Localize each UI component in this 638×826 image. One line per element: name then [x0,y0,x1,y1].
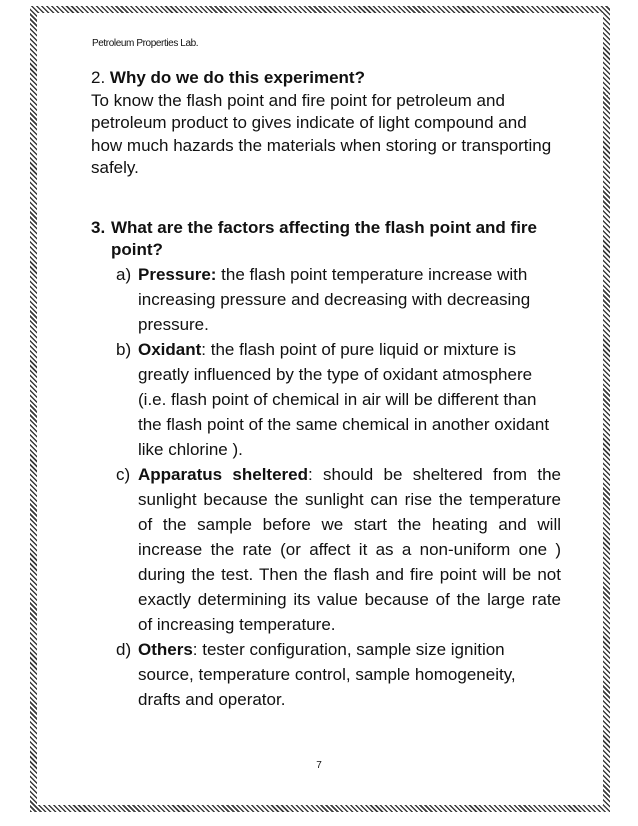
factor-text: : tester configuration, sample size ignition source, temperature control, sample homogeneity, drafts and operator. [138,639,516,709]
question-2-answer: To know the flash point and fire point for petroleum and petroleum product to gives indicate of light compound and how much hazards the materials when storing or transporting safely. [91,90,552,177]
factor-text: : should be sheltered from the sunlight because the sunlight can rise the temperature of the sample before we start the heating and will increase the rate (or affect it as a non-uniform one ) during the test. Then the flash and fire point will be not exactly determining its value because of the large rate of increasing temperature. [138,464,561,634]
question-2-number: 2. [91,68,106,87]
factor-marker: d) [116,639,132,659]
question-3-title: What are the factors affecting the flash point and fire point? [111,217,537,259]
factor-label: Apparatus sheltered [138,464,308,484]
factor-item [91,337,561,462]
factor-item [91,462,561,637]
factor-label: Others [138,639,193,659]
factor-text: : the flash point of pure liquid or mixture is greatly influenced by the type of oxidant atmosphere (i.e. flash point of chemical in air will be different than the flash point of the same chemical in another oxidant like chlorine ). [138,339,550,459]
running-header: Petroleum Properties Lab. [92,38,199,49]
question-3-number: 3. [91,217,106,237]
factors-list [91,262,561,712]
factor-item [91,637,561,712]
factor-item [91,262,561,337]
factor-marker: b) [116,339,132,359]
factor-marker: a) [116,264,132,284]
question-3-heading [91,217,561,262]
page-content [91,67,561,712]
question-3-section [91,217,561,712]
page-number: 7 [316,760,322,771]
factor-label: Oxidant [138,339,202,359]
question-2-section [91,67,561,180]
question-2-heading [91,67,561,90]
factor-marker: c) [116,464,131,484]
factor-text: the flash point temperature increase with increasing pressure and decreasing with decreasing pressure. [138,264,531,334]
factor-label: Pressure: [138,264,217,284]
question-2-title: Why do we do this experiment? [109,68,365,87]
